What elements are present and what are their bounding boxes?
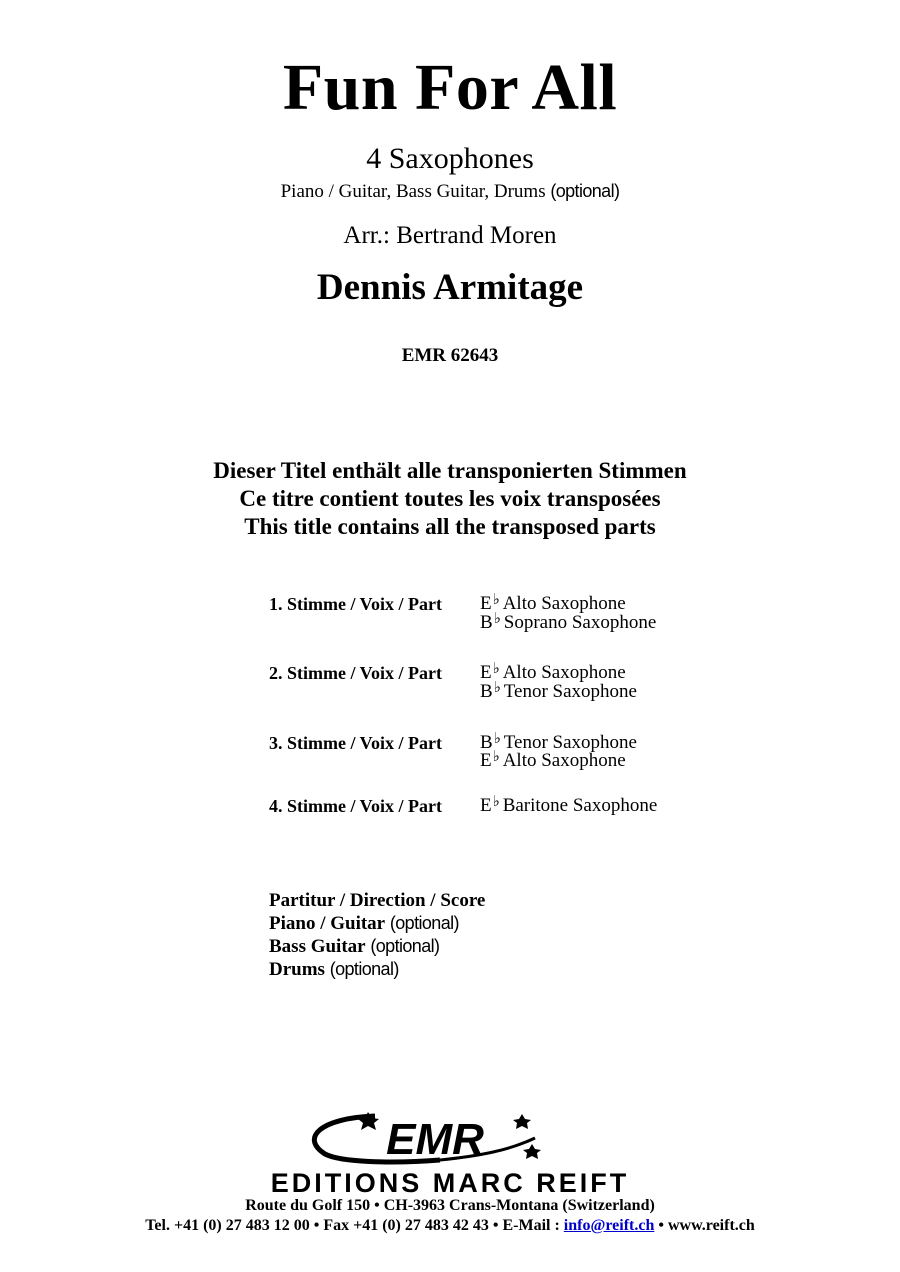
notice-german: Dieser Titel enthält alle transponierten Stimmen bbox=[213, 458, 687, 483]
optional-note: (optional) bbox=[550, 181, 620, 201]
accompaniment: Piano / Guitar, Bass Guitar, Drums bbox=[280, 181, 546, 202]
part-label: 1. Stimme / Voix / Part bbox=[269, 594, 442, 614]
extra-piano: Piano / Guitar (optional) bbox=[269, 913, 459, 934]
extra-score: Partitur / Direction / Score bbox=[269, 890, 486, 911]
arranger: Arr.: Bertrand Moren bbox=[343, 222, 557, 249]
flat-sign: ♭ bbox=[492, 592, 500, 608]
publisher-address: Route du Golf 150 • CH-3963 Crans-Montana (Switzerland) bbox=[245, 1197, 655, 1214]
logo-text: EMR bbox=[386, 1115, 484, 1164]
notice-french: Ce titre contient toutes les voix transposées bbox=[239, 486, 661, 511]
flat-sign: ♭ bbox=[493, 611, 501, 627]
flat-sign: ♭ bbox=[492, 794, 500, 810]
part-instrument: B♭ Tenor Saxophone bbox=[480, 680, 637, 702]
catalog-code: EMR 62643 bbox=[401, 345, 499, 366]
part-instrument: E♭ Alto Saxophone bbox=[480, 592, 626, 614]
flat-sign: ♭ bbox=[493, 680, 501, 696]
email-link[interactable]: info@reift.ch bbox=[563, 1217, 655, 1234]
accompaniment-line bbox=[0, 181, 900, 203]
part-label: 4. Stimme / Voix / Part bbox=[269, 796, 442, 816]
flat-sign: ♭ bbox=[493, 731, 501, 747]
instrumentation: 4 Saxophones bbox=[366, 142, 534, 175]
notice-english: This title contains all the transposed parts bbox=[244, 514, 656, 539]
page-title: Fun For All bbox=[282, 51, 618, 124]
composer: Dennis Armitage bbox=[316, 267, 584, 308]
extra-drums: Drums (optional) bbox=[269, 959, 399, 980]
part-instrument: B♭ Tenor Saxophone bbox=[480, 731, 637, 753]
part-instrument: E♭ Baritone Saxophone bbox=[480, 794, 658, 816]
part-instrument: E♭ Alto Saxophone bbox=[480, 749, 626, 771]
part-instrument: E♭ Alto Saxophone bbox=[480, 661, 626, 683]
emr-logo bbox=[300, 1108, 570, 1168]
part-instrument: B♭ Soprano Saxophone bbox=[480, 611, 657, 633]
flat-sign: ♭ bbox=[492, 661, 500, 677]
part-label: 3. Stimme / Voix / Part bbox=[269, 733, 442, 753]
part-label: 2. Stimme / Voix / Part bbox=[269, 663, 442, 683]
publisher-name: EDITIONS MARC REIFT bbox=[270, 1168, 630, 1198]
flat-sign: ♭ bbox=[492, 749, 500, 765]
extra-bass: Bass Guitar (optional) bbox=[269, 936, 440, 957]
publisher-contact: Tel. +41 (0) 27 483 12 00 • Fax +41 (0) 27 483 42 43 • E-Mail : info@reift.ch • www.reift.ch bbox=[145, 1217, 755, 1234]
